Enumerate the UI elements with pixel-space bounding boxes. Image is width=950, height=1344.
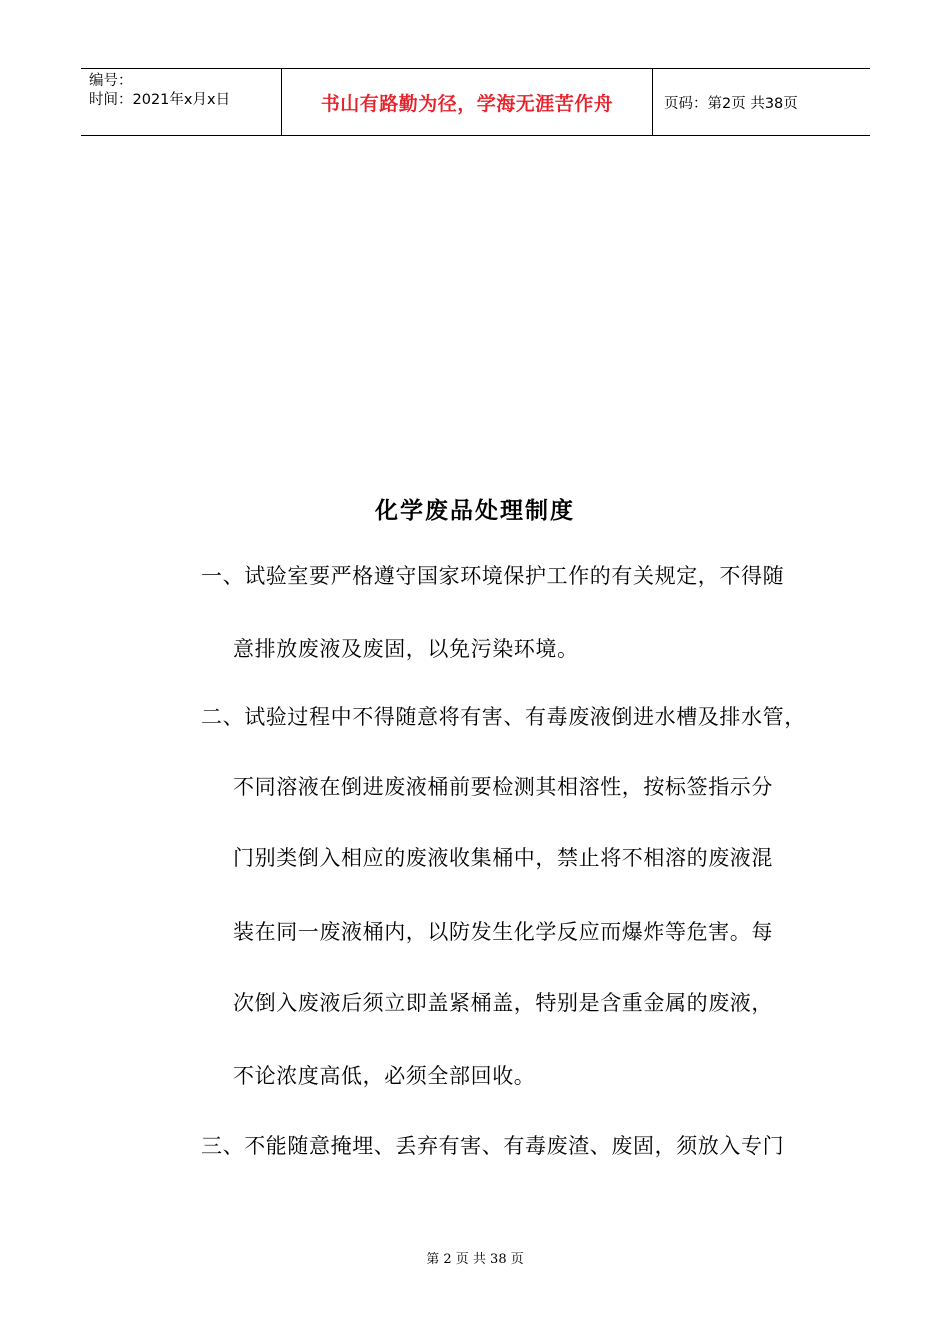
header-motto: 书山有路勤为径，学海无涯苦作舟 [320,92,614,115]
date-label: 时间：2021年x月x日 [89,92,231,108]
paragraph-line: 二、试验过程中不得随意将有害、有毒废液倒进水槽及排水管， [201,705,806,729]
page-footer: 第 2 页 共 38 页 [426,1252,524,1267]
paragraph-line: 三、不能随意掩埋、丢弃有害、有毒废渣、废固，须放入专门 [201,1134,785,1158]
header-motto-cell [282,69,653,135]
paragraph-line: 次倒入废液后须立即盖紧桶盖，特别是含重金属的废液， [233,991,773,1015]
paragraph-line: 不论浓度高低，必须全部回收。 [233,1064,536,1088]
paragraph-line: 一、试验室要严格遵守国家环境保护工作的有关规定，不得随 [201,564,785,588]
paragraph-line: 意排放废液及废固，以免污染环境。 [233,637,579,661]
header-page-cell [653,69,870,135]
document-title: 化学废品处理制度 [375,498,575,524]
header-page-info: 页码：第2页 共38页 [664,95,798,112]
header-meta-cell [81,69,282,135]
paragraph-line: 不同溶液在倒进废液桶前要检测其相溶性，按标签指示分 [233,775,773,799]
page-header [81,68,870,136]
paragraph-line: 门别类倒入相应的废液收集桶中，禁止将不相溶的废液混 [233,846,773,870]
paragraph-line: 装在同一废液桶内，以防发生化学反应而爆炸等危害。每 [233,920,773,944]
serial-number-label: 编号： [89,73,133,89]
